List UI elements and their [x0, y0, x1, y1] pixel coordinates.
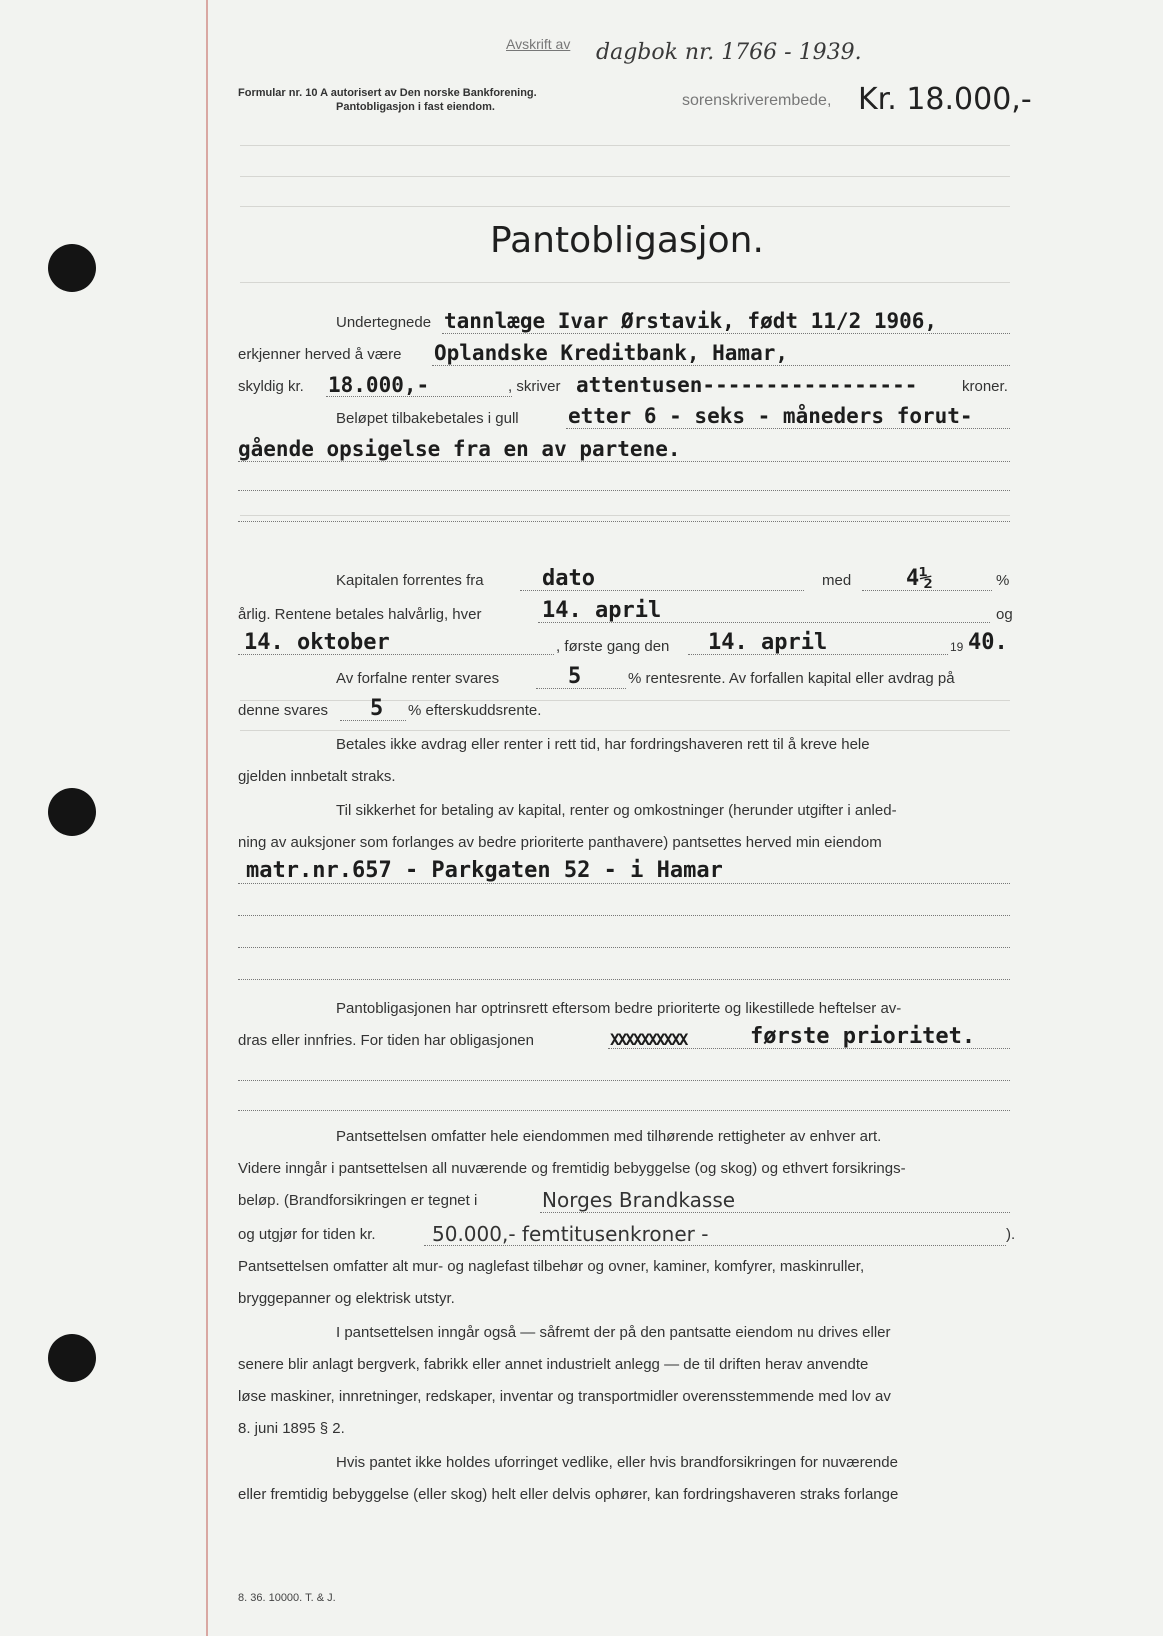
dotted-line: [238, 979, 1010, 980]
debt-amount: 18.000,-: [328, 373, 430, 397]
paragraph-inngar-4: 8. juni 1895 § 2.: [238, 1420, 345, 1437]
paragraph-inngar-3: løse maskiner, innretninger, redskaper, inventar og transportmidler overensstemmende med lov av: [238, 1388, 891, 1405]
med-label: med: [822, 572, 852, 589]
dotted-line: [238, 654, 554, 655]
paragraph-optrin-2: dras eller innfries. For tiden har obligasjonen: [238, 1032, 534, 1049]
dotted-line: [540, 1212, 1010, 1213]
kroner-label: kroner.: [962, 378, 1008, 395]
forfalne-label: Av forfalne renter svares: [336, 670, 500, 687]
dotted-line: [538, 622, 990, 623]
repayment-terms-1: etter 6 - seks - måneders forut-: [568, 404, 973, 428]
paragraph-betales-1: Betales ikke avdrag eller renter i rett tid, har fordringshaveren rett til å kreve hele: [336, 736, 870, 753]
dotted-line: [238, 1110, 1010, 1111]
insured-amount: 50.000,- femtitusenkroner -: [432, 1222, 709, 1246]
paragraph-optrin-1: Pantobligasjonen har optrinsrett eftersom bedre prioriterte og likestillede heftelser av-: [336, 1000, 902, 1017]
form-note: Formular nr. 10 A autorisert av Den norske Bankforening. Pantobligasjon i fast eiendom.: [238, 87, 537, 113]
paragraph-inngar-1: I pantsettelsen inngår også — såfremt der på den pantsatte eiendom nu drives eller: [336, 1324, 891, 1341]
percent-sign: %: [996, 572, 1010, 589]
paragraph-hvis-1: Hvis pantet ikke holdes uforringet vedlike, eller hvis brandforsikringen for nuværende: [336, 1454, 898, 1471]
rentesrente-label: % rentesrente. Av forfallen kapital eller avdrag på: [628, 670, 955, 687]
dotted-line: [442, 333, 1010, 334]
dotted-line: [238, 1080, 1010, 1081]
stamp-avskrift: Avskrift av: [506, 36, 571, 52]
bleed-through: [240, 282, 1010, 283]
paragraph-mur-1: Pantsettelsen omfatter alt mur- og naglefast tilbehør og ovner, kaminer, komfyrer, maskinruller,: [238, 1258, 865, 1275]
erkjenner-label: erkjenner herved å være: [238, 346, 402, 363]
compound-rate: 5: [568, 664, 582, 689]
bleed-through: [240, 206, 1010, 207]
dotted-line: [432, 365, 1010, 366]
creditor-name: Oplandske Kreditbank, Hamar,: [434, 341, 789, 365]
bleed-through: [240, 730, 1010, 731]
bleed-through: [240, 176, 1010, 177]
first-payment-date: 14. april: [708, 630, 828, 655]
paragraph-omfatter-2: Videre inngår i pantsettelsen all nuværende og fremtidig bebyggelse (og skog) og ethvert forsikrings-: [238, 1160, 906, 1177]
dotted-line: [862, 590, 992, 591]
punch-hole-top: [48, 244, 96, 292]
paragraph-sikkerhet-2: ning av auksjoner som forlanges av bedre prioriterte panthavere) pantsettes herved min eiendom: [238, 834, 882, 851]
interest-date-1: 14. april: [542, 598, 662, 623]
skriver-label: , skriver: [508, 378, 561, 395]
struck-text: XXXXXXXXXX: [610, 1030, 687, 1049]
dotted-line: [238, 947, 1010, 948]
efterskudd-label: % efterskuddsrente.: [408, 702, 542, 719]
stamp-embede: sorenskriverembede,: [682, 92, 832, 109]
priority-value: første prioritet.: [750, 1024, 976, 1049]
dotted-line: [340, 720, 406, 721]
dotted-line: [238, 915, 1010, 916]
arlig-label: årlig. Rentene betales halvårlig, hver: [238, 606, 482, 623]
kapitalen-label: Kapitalen forrentes fra: [336, 572, 484, 589]
dotted-line: [424, 1245, 1006, 1246]
year-value: 40.: [968, 630, 1008, 655]
dotted-line: [238, 461, 1010, 462]
amount-words: attentusen-----------------: [576, 373, 918, 397]
dotted-line: [326, 396, 512, 397]
dotted-line: [520, 590, 804, 591]
stamp-dagbok: dagbok nr. 1766 - 1939.: [596, 40, 862, 65]
dotted-line: [238, 883, 1010, 884]
close-paren: ).: [1006, 1226, 1016, 1243]
belopet-label: Beløpet tilbakebetales i gull: [336, 410, 519, 427]
undertegnede-label: Undertegnede: [336, 314, 432, 331]
dotted-line: [238, 490, 1010, 491]
page-title: Pantobligasjon.: [490, 220, 764, 261]
forste-label: , første gang den: [556, 638, 670, 655]
utgjor-label: og utgjør for tiden kr.: [238, 1226, 376, 1243]
bleed-through: [240, 515, 1010, 516]
dotted-line: [238, 521, 1010, 522]
insurer-name: Norges Brandkasse: [542, 1188, 736, 1212]
arrears-rate: 5: [370, 696, 384, 721]
paragraph-omfatter-1: Pantsettelsen omfatter hele eiendommen med tilhørende rettigheter av enhver art.: [336, 1128, 882, 1145]
paragraph-sikkerhet-1: Til sikkerhet for betaling av kapital, renter og omkostninger (herunder utgifter i anled-: [336, 802, 897, 819]
print-code: 8. 36. 10000. T. & J.: [238, 1592, 336, 1604]
paragraph-betales-2: gjelden innbetalt straks.: [238, 768, 396, 785]
repayment-terms-2: gående opsigelse fra en av partene.: [238, 437, 681, 461]
margin-rule: [206, 0, 208, 1636]
skyldig-label: skyldig kr.: [238, 378, 304, 395]
interest-date-2: 14. oktober: [244, 630, 390, 655]
bleed-through: [240, 145, 1010, 146]
paragraph-hvis-2: eller fremtidig bebyggelse (eller skog) helt eller delvis ophører, kan fordringshaveren straks forlange: [238, 1486, 899, 1503]
paragraph-omfatter-3: beløp. (Brandforsikringen er tegnet i: [238, 1192, 478, 1209]
punch-hole-bottom: [48, 1334, 96, 1382]
debtor-name: tannlæge Ivar Ørstavik, født 11/2 1906,: [444, 309, 938, 333]
dotted-line: [566, 428, 1010, 429]
amount-header: Kr. 18.000,-: [858, 82, 1032, 117]
dotted-line: [688, 654, 948, 655]
dotted-line: [608, 1048, 1010, 1049]
interest-rate: 4½: [906, 566, 933, 591]
paragraph-mur-2: bryggepanner og elektrisk utstyr.: [238, 1290, 455, 1307]
year-prefix: 19: [950, 640, 964, 654]
interest-start: dato: [542, 566, 595, 591]
bleed-through: [240, 700, 1010, 701]
paragraph-inngar-2: senere blir anlagt bergverk, fabrikk eller annet industrielt anlegg — de til driften herav anvendte: [238, 1356, 869, 1373]
denne-label: denne svares: [238, 702, 329, 719]
og-label: og: [996, 606, 1013, 623]
property-description: matr.nr.657 - Parkgaten 52 - i Hamar: [246, 858, 723, 883]
punch-hole-middle: [48, 788, 96, 836]
dotted-line: [536, 688, 626, 689]
